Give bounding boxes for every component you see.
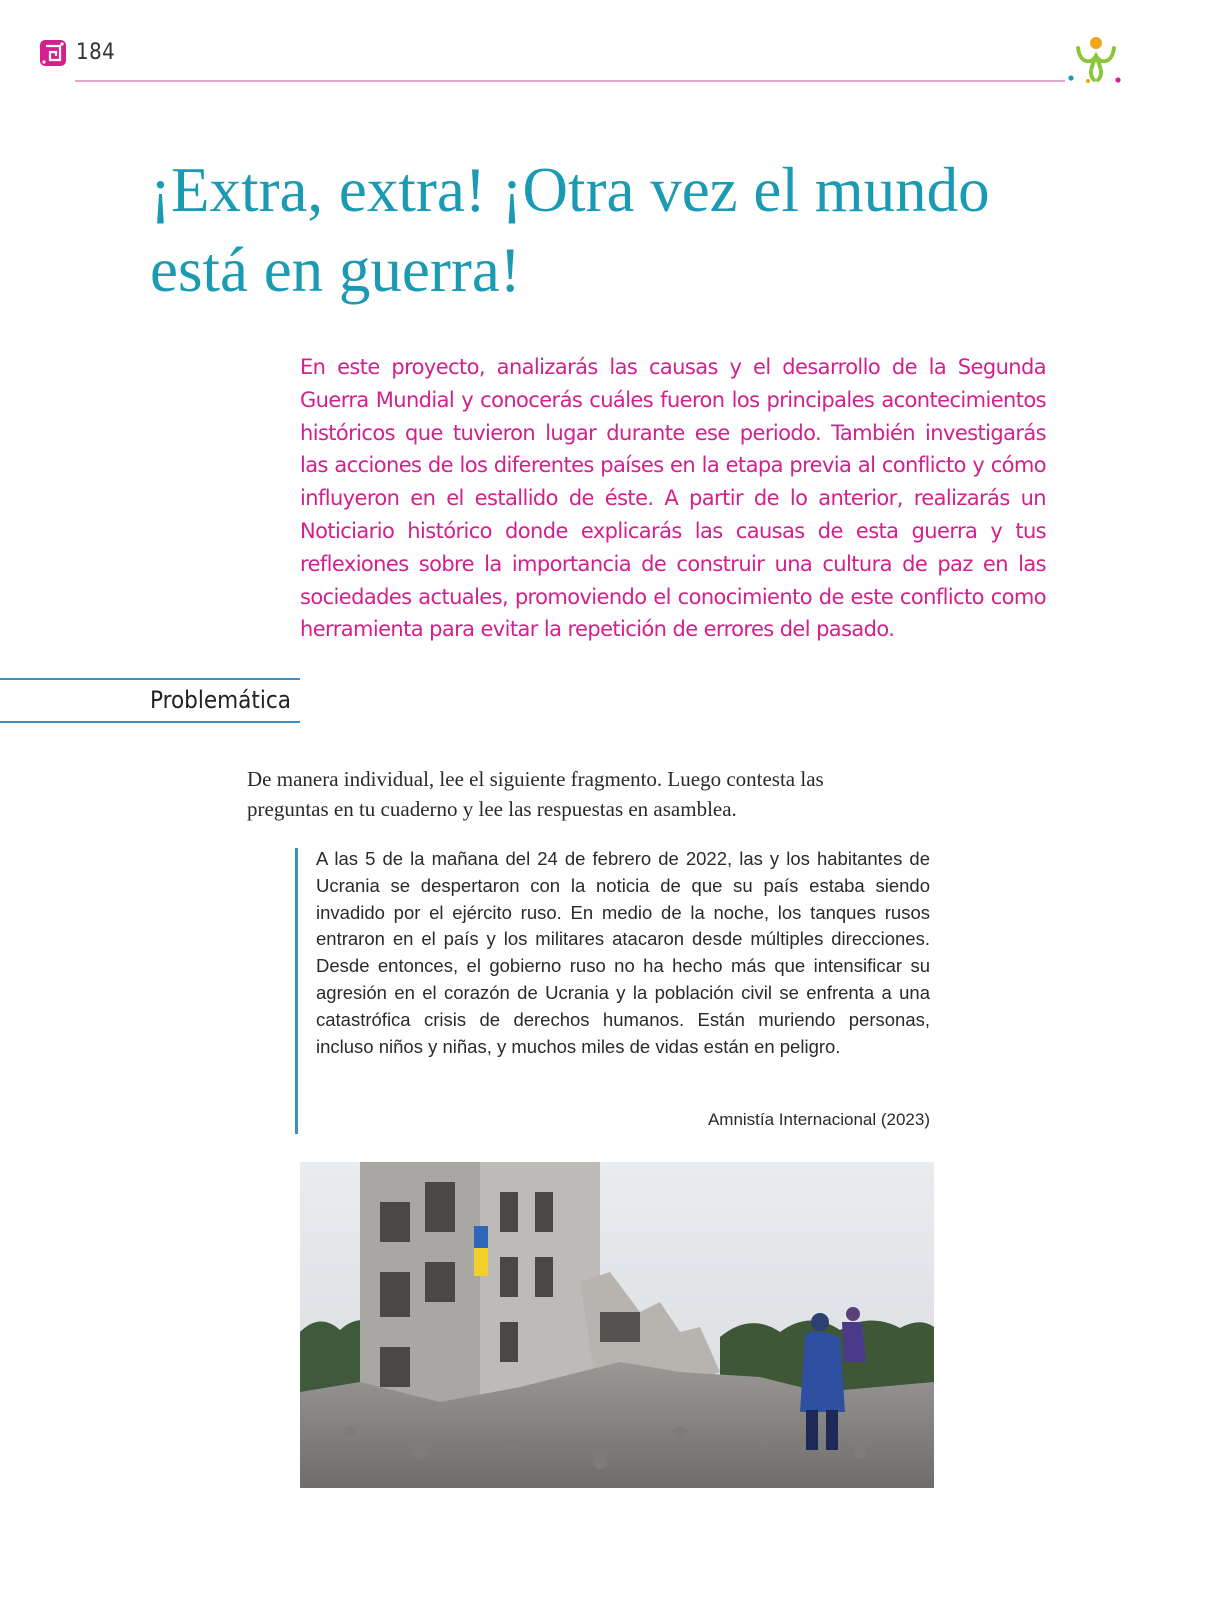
title-line-1: ¡Extra, extra! ¡Otra vez el mundo bbox=[150, 155, 990, 225]
war-ruins-photo bbox=[300, 1162, 934, 1488]
section-heading: Problemática bbox=[150, 686, 291, 714]
page-number: 184 bbox=[76, 40, 116, 65]
title-line-2: está en guerra! bbox=[150, 235, 521, 305]
quote-bar bbox=[295, 848, 298, 1134]
section-rule-bottom bbox=[0, 721, 300, 723]
section-rule-top bbox=[0, 678, 300, 680]
instructions-paragraph: De manera individual, lee el siguiente fragmento. Luego contesta las preguntas en tu cuaderno y lee las respuestas en asamblea. bbox=[247, 767, 824, 821]
page-title bbox=[150, 150, 1070, 310]
quote-source: Amnistía Internacional (2023) bbox=[707, 1110, 930, 1129]
quote-text: A las 5 de la mañana del 24 de febrero de 2022, las y los habitantes de Ucrania se despertaron con la noticia de que su país estaba siendo invadido por el ejército ruso. En medio de la noche, los tanques rusos entraron en el país y los militares atacaron desde múltiples direcciones. Desde entonces, el gobierno ruso no ha hecho más que intensificar su agresión en el corazón de Ucrania y la población civil se enfrenta a una catastrófica crisis de derechos humanos. Están muriendo personas, incluso niños y niñas, y muchos miles de vidas están en peligro. bbox=[316, 848, 930, 1057]
person-logo-icon bbox=[1068, 34, 1124, 86]
decorative-glyph-icon bbox=[38, 38, 68, 68]
intro-paragraph: En este proyecto, analizarás las causas y el desarrollo de la Segunda Guerra Mundial y conocerás cuáles fueron los principales acontecimientos históricos que tuvieron lugar durante ese periodo. También investigarás las acciones de los diferentes países en la etapa previa al conflicto y cómo influyeron en el estallido de éste. A partir de lo anterior, realizarás un Noticiario histórico donde explicarás las causas de esta guerra y tus reflexiones sobre la importancia de construir una cultura de paz en las sociedades actuales, promoviendo el conocimiento de este conflicto como herramienta para evitar la repetición de errores del pasado. bbox=[300, 355, 1046, 642]
header-rule bbox=[75, 80, 1065, 82]
